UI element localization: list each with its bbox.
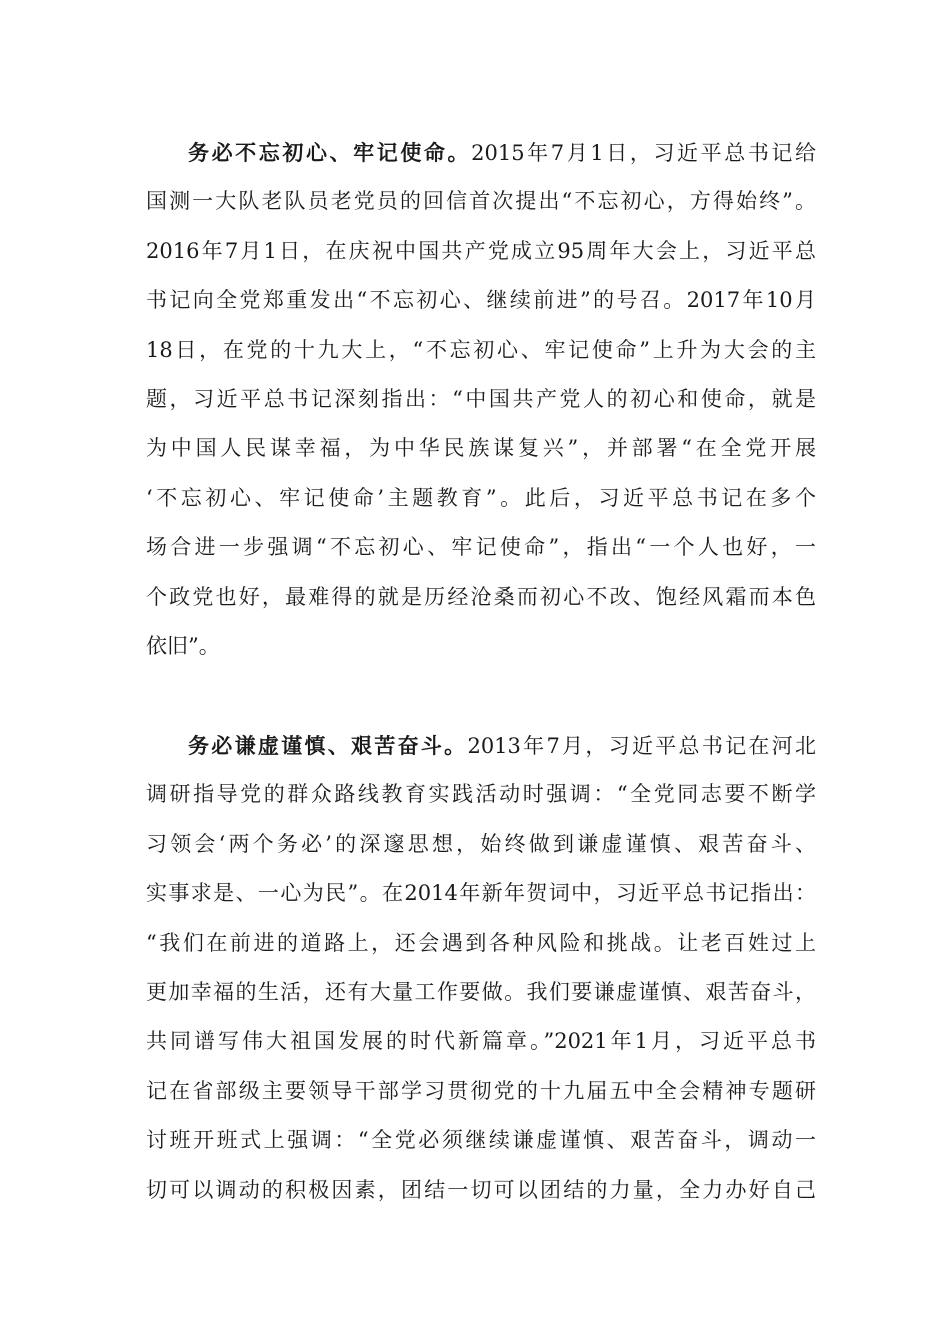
paragraph-line: 记在省部级主要领导干部学习贯彻党的十九届五中全会精神专题研 (146, 1078, 816, 1103)
paragraph-remain-true-to-original-aspiration (146, 128, 816, 671)
paragraph-line: 共同谱写伟大祖国发展的时代新篇章。”2021年1月，习近平总书 (146, 1029, 816, 1054)
paragraph-line: 国测一大队老队员老党员的回信首次提出“不忘初心，方得始终”。 (146, 189, 816, 214)
paragraph-line: 更加幸福的生活，还有大量工作要做。我们要谦虚谨慎、艰苦奋斗， (146, 979, 816, 1004)
paragraph-line: 18日，在党的十九大上，“不忘初心、牢记使命”上升为大会的主 (146, 337, 816, 362)
paragraph-line: ‘不忘初心、牢记使命’主题教育”。此后，习近平总书记在多个 (146, 485, 816, 510)
paragraph-line: 为中国人民谋幸福，为中华民族谋复兴”，并部署“在全党开展 (146, 436, 816, 461)
paragraph-line: 习领会‘两个务必’的深邃思想，始终做到谦虚谨慎、艰苦奋斗、 (146, 831, 816, 856)
paragraph-line: 实事求是、一心为民”。在2014年新年贺词中，习近平总书记指出： (146, 881, 816, 906)
paragraph-line: 题，习近平总书记深刻指出：“中国共产党人的初心和使命，就是 (146, 386, 816, 411)
paragraph-line-text: 2015年7月1日，习近平总书记给 (471, 141, 816, 165)
paragraph-modest-prudent-hard-working (146, 721, 816, 1215)
paragraph-line (146, 128, 816, 177)
paragraph-line: 调研指导党的群众路线教育实践活动时强调：“全党同志要不断学 (146, 782, 816, 807)
paragraph-lead-heading: 务必谦虚谨慎、艰苦奋斗。 (188, 733, 468, 758)
paragraph-line-text: 2013年7月，习近平总书记在河北 (467, 734, 816, 758)
paragraph-line: 讨班开班式上强调：“全党必须继续谦虚谨慎、艰苦奋斗，调动一 (146, 1128, 816, 1153)
paragraph-line: 个政党也好，最难得的就是历经沧桑而初心不改、饱经风霜而本色 (146, 584, 816, 609)
paragraph-line: 书记向全党郑重发出“不忘初心、继续前进”的号召。2017年10月 (146, 288, 816, 313)
paragraph-line: 场合进一步强调“不忘初心、牢记使命”，指出“一个人也好，一 (146, 535, 816, 560)
paragraph-line (146, 721, 816, 770)
paragraph-line: 2016年7月1日，在庆祝中国共产党成立95周年大会上，习近平总 (146, 238, 816, 263)
paragraph-lead-heading: 务必不忘初心、牢记使命。 (188, 140, 472, 165)
paragraph-line: 依旧”。 (146, 633, 220, 658)
paragraph-line: 切可以调动的积极因素，团结一切可以团结的力量，全力办好自己 (146, 1177, 816, 1202)
paragraph-line: “我们在前进的道路上，还会遇到各种风险和挑战。让老百姓过上 (146, 930, 816, 955)
